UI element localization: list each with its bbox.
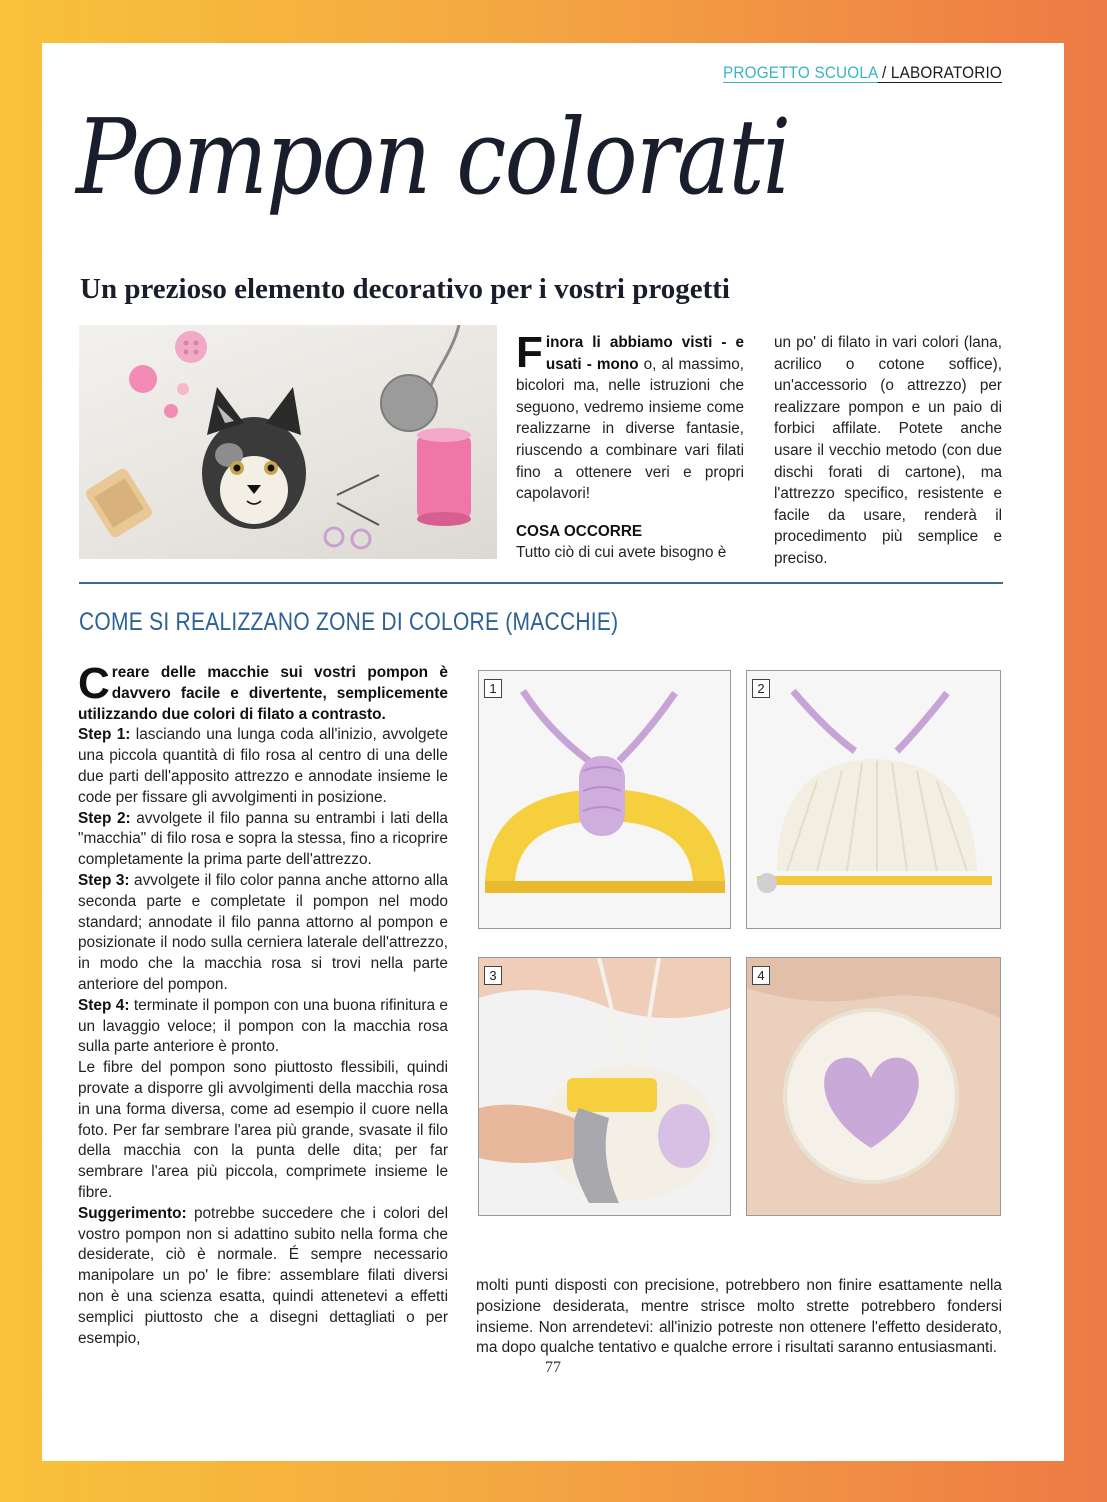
step-4 (78, 996, 448, 1058)
intro-column-2 (774, 332, 1002, 570)
body-lead: reare delle macchie sui vostri pompon è davvero facile e divertente, semplicemente utilizzando due colori di filato a contrasto. (78, 664, 448, 723)
step-photo-3 (478, 957, 731, 1216)
step-3-text: avvolgete il filo color panna anche attorno alla seconda parte e completate il pompon nel modo standard; annodate il filo panna attorno al pompon e posizionate il nodo sulla cerniera laterale dell'attrezzo, in modo che la macchia rosa si trovi nella parte anteriore del pompon. (78, 871, 448, 993)
step-4-text: terminate il pompon con una buona rifinitura e un lavaggio veloce; il pompon con la macchia rosa sulla parte anteriore è pronto. (78, 996, 448, 1056)
step-2-label: Step 2: (78, 809, 131, 827)
body-dropcap: C (78, 659, 110, 708)
step-photo-4 (746, 957, 1001, 1216)
page-subtitle: Un prezioso elemento decorativo per i vostri progetti (80, 273, 730, 305)
cat-pompon (202, 387, 306, 529)
step-photo-number: 1 (484, 679, 502, 698)
step-3 (78, 871, 448, 996)
cosa-occorre-text: Tutto ciò di cui avete bisogno è (516, 544, 727, 562)
section-heading: COME SI REALIZZANO ZONE DI COLORE (MACCHIE) (79, 608, 619, 636)
tip-text: potrebbe succedere che i colori del vostro pompon non si adattino subito nella forma che desiderate, ciò è normale. É sempre necessario manipolare un po' le fibre: assemblare filati diversi non è una scienza esatta, quindi attenetevi a effetti semplici piuttosto che a disegni dettagliati o per esempio, (78, 1204, 448, 1347)
kicker-section: PROGETTO SCUOLA (723, 63, 878, 82)
step-1 (78, 725, 448, 808)
intro-lead: inora li abbiamo visti - e usati - mono (545, 334, 744, 373)
step-photo-2 (746, 670, 1001, 929)
kicker-separator: / (877, 63, 891, 82)
intro-dropcap: F (516, 328, 543, 377)
step-4-label: Step 4: (78, 996, 130, 1014)
step-2-text: avvolgete il filo panna su entrambi i lati della "macchia" di filo rosa e sopra la stessa, fino a ricoprire completamente la prima parte dell'attrezzo. (78, 809, 448, 869)
step-photo-number: 3 (484, 966, 502, 985)
page-number: 77 (545, 1359, 561, 1376)
step-2 (78, 809, 448, 871)
section-divider (79, 582, 1003, 584)
intro-text: o, al massimo, bicolori ma, nelle istruzioni che seguono, vedremo insieme come realizzarne in diverse fantasie, riuscendo a combinare vari filati fino a ottenere veri e propri capolavori! (516, 355, 744, 503)
body-lead-paragraph (78, 659, 448, 725)
header-kicker (723, 63, 1002, 83)
step-1-label: Step 1: (78, 726, 131, 744)
step-1-text: lasciando una lunga coda all'inizio, avvolgete una piccola quantità di filo rosa al centro di una delle due parti dell'apposito attrezzo e annodate insieme le code per fissare gli avvolgimenti in posizione. (78, 726, 448, 806)
body-text (78, 659, 448, 1349)
continued-text: molti punti disposti con precisione, potrebbero non finire esattamente nella posizione desiderata, mentre strisce molto strette potrebbero fondersi insieme. Non arrendetevi: all'inizio potreste non ottenere l'effetto desiderato, ma dopo qualche tentativo e qualche errore i risultati saranno entusiasmanti. (476, 1277, 1002, 1357)
step-photo-1 (478, 670, 731, 929)
cosa-occorre-heading: COSA OCCORRE (516, 522, 643, 540)
magazine-page (42, 43, 1064, 1461)
kicker-subsection: LABORATORIO (890, 63, 1002, 82)
tip-paragraph (78, 1204, 448, 1350)
tip-label: Suggerimento: (78, 1204, 187, 1222)
page-title: Pompon colorati (76, 96, 790, 218)
intro-column-1 (516, 328, 744, 564)
hero-photo-cat-pompon (79, 325, 497, 559)
hero-illustration (79, 325, 497, 559)
intro-column-2-text: un po' di filato in vari colori (lana, acrilico o cotone soffice), un'accessorio (o attrezzo) per realizzare pompon e un paio di forbici affilate. Potete anche usare il vecchio metodo (con due dischi forati di cartone), ma l'attrezzo specifico, resistente e facile da usare, renderà il procedimento più semplice e preciso. (774, 334, 1002, 567)
step-photo-number: 4 (752, 966, 770, 985)
step-photo-number: 2 (752, 679, 770, 698)
step-3-label: Step 3: (78, 871, 130, 889)
body-paragraph: Le fibre del pompon sono piuttosto flessibili, quindi provate a disporre gli avvolgimenti della macchia rosa in una forma diversa, come ad esempio il cuore nella foto. Per far sembrare l'area più grande, svasate il filo della macchia con la punta delle dita; per far sembrare l'area più piccola, comprimete insieme le fibre. (78, 1059, 448, 1201)
